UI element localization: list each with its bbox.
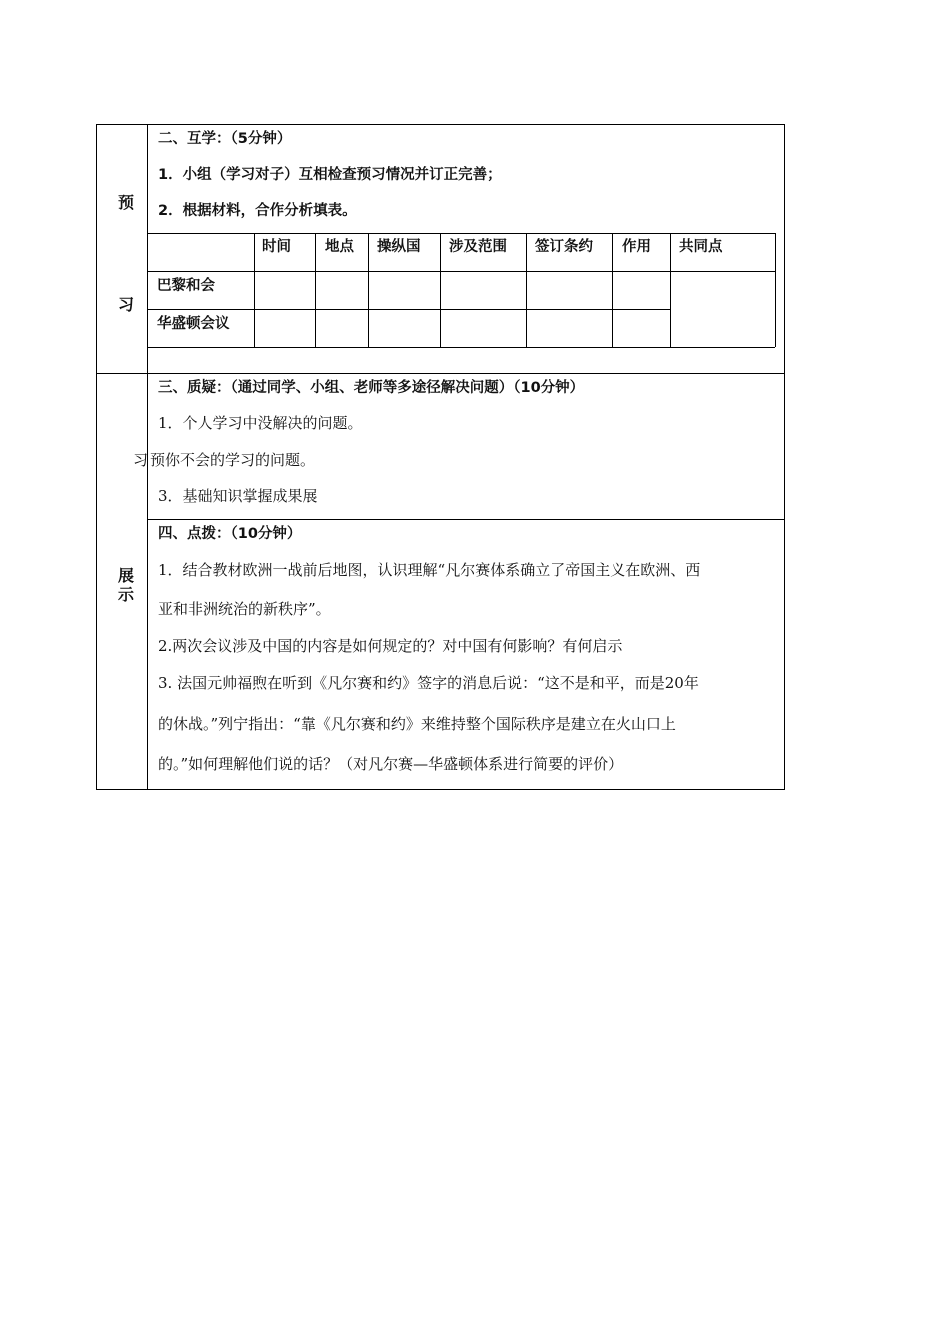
section4-item3-line3: 的。”如何理解他们说的话？（对凡尔赛—华盛顿体系进行简要的评价） <box>158 755 624 773</box>
section3-item2: 预你不会的学习的问题。 <box>150 451 316 469</box>
table-header-scope: 涉及范围 <box>449 239 507 255</box>
table-bottom-border <box>148 347 775 348</box>
section2-heading: 二、互学：（5分钟） <box>158 131 292 147</box>
table-header-time: 时间 <box>262 239 291 255</box>
table-col-divider <box>254 233 255 347</box>
table-header-place: 地点 <box>325 239 354 255</box>
table-top-border <box>148 233 775 234</box>
section3-item2-prefix: 习 <box>133 451 149 469</box>
side-label-show-bottom: 示 <box>118 585 135 604</box>
table-right-border <box>775 233 776 347</box>
table-row-divider <box>148 309 670 310</box>
table-header-controller: 操纵国 <box>377 239 421 255</box>
table-col-divider <box>368 233 369 347</box>
section3-item1: 1．个人学习中没解决的问题。 <box>158 414 363 432</box>
table-col-divider <box>612 233 613 347</box>
table-col-divider <box>670 233 671 347</box>
frame-bottom-border <box>96 789 785 790</box>
table-col-divider <box>526 233 527 347</box>
section4-item3-line2: 的休战。”列宁指出：“靠《凡尔赛和约》来维持整个国际秩序是建立在火山口上 <box>158 715 676 733</box>
side-label-show-top: 展 <box>118 566 135 585</box>
side-label-preview-top: 预 <box>118 193 135 212</box>
table-row-label-paris: 巴黎和会 <box>157 278 215 294</box>
frame-right-border <box>784 124 785 789</box>
section2-item2: 2．根据材料，合作分析填表。 <box>158 203 357 219</box>
table-header-treaty: 签订条约 <box>535 239 593 255</box>
section4-heading: 四、点拨：（10分钟） <box>158 526 302 542</box>
table-header-effect: 作用 <box>622 239 651 255</box>
table-row-label-washington: 华盛顿会议 <box>157 316 230 332</box>
section4-item1-line2: 亚和非洲统治的新秩序”。 <box>158 600 331 618</box>
section2-item1: 1．小组（学习对子）互相检查预习情况并订正完善； <box>158 167 502 183</box>
table-header-common: 共同点 <box>679 239 723 255</box>
table-header-divider <box>148 271 775 272</box>
frame-top-border <box>96 124 785 125</box>
section3-item3: 3．基础知识掌握成果展 <box>158 487 318 505</box>
section4-item3-line1: 3. 法国元帅福煦在听到《凡尔赛和约》签字的消息后说：“这不是和平，而是20年 <box>158 674 699 692</box>
table-col-divider <box>440 233 441 347</box>
section3-heading: 三、质疑：（通过同学、小组、老师等多途径解决问题）（10分钟） <box>158 380 585 396</box>
section-divider-question-guide <box>147 519 785 520</box>
section-divider-preview-show <box>96 373 785 374</box>
section4-item1-line1: 1．结合教材欧洲一战前后地图，认识理解“凡尔赛体系确立了帝国主义在欧洲、西 <box>158 561 701 579</box>
table-col-divider <box>315 233 316 347</box>
side-label-preview-bottom: 习 <box>118 295 135 314</box>
section4-item2: 2.两次会议涉及中国的内容是如何规定的？对中国有何影响？有何启示 <box>158 637 623 655</box>
frame-left-border <box>96 124 97 789</box>
